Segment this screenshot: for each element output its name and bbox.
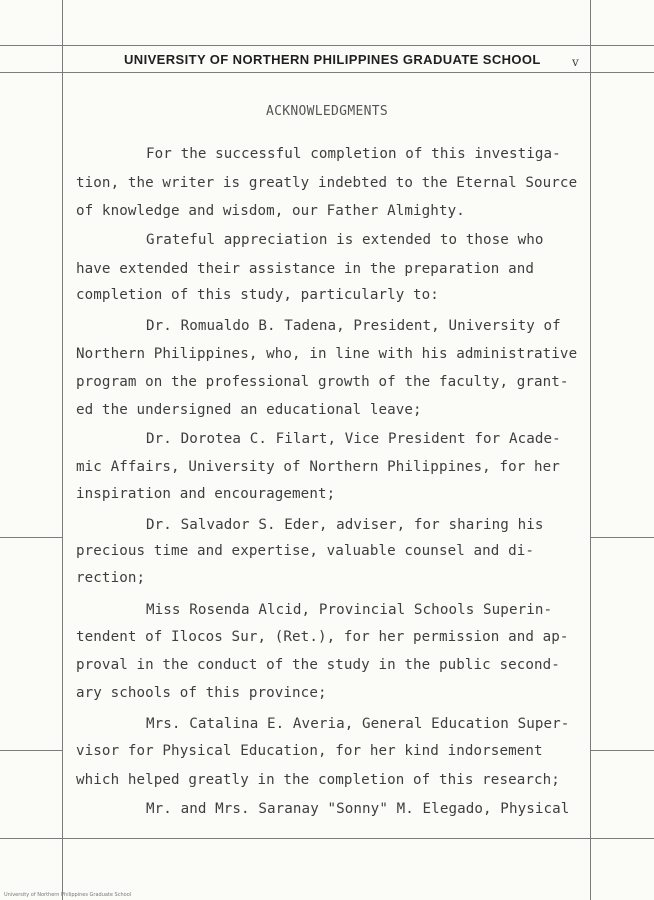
footer-scan-label: University of Northern Philippines Graduate School [4,892,132,898]
text-line: Mrs. Catalina E. Averia, General Education Super- [146,716,570,732]
right-margin-tick-2 [590,750,654,751]
text-line: Miss Rosenda Alcid, Provincial Schools Superin- [146,602,553,618]
right-margin-tick-1 [590,537,654,538]
text-line: Northern Philippines, who, in line with his administrative [76,346,578,362]
footer-rule [0,838,654,839]
text-line: have extended their assistance in the preparation and [76,261,535,277]
text-line: mic Affairs, University of Northern Philippines, for her [76,459,560,475]
text-line: Mr. and Mrs. Saranay "Sonny" M. Elegado, Physical [146,801,570,817]
text-line: which helped greatly in the completion of this research; [76,772,560,788]
text-line: Dr. Dorotea C. Filart, Vice President for Acade- [146,431,561,447]
text-line: tendent of Ilocos Sur, (Ret.), for her permission and ap- [76,629,569,645]
text-line: visor for Physical Education, for her kind indorsement [76,743,543,759]
left-border-line [62,0,63,900]
header-top-rule [0,45,654,46]
text-line: proval in the conduct of the study in the public second- [76,657,560,673]
text-line: rection; [76,570,146,586]
text-line: precious time and expertise, valuable counsel and di- [76,543,535,559]
page-heading: ACKNOWLEDGMENTS [266,104,388,119]
right-border-line [590,0,591,900]
text-line: Dr. Romualdo B. Tadena, President, University of [146,318,561,334]
header-title: UNIVERSITY OF NORTHERN PHILIPPINES GRADUATE SCHOOL [124,52,541,67]
text-line: Grateful appreciation is extended to those who [146,232,544,248]
left-margin-tick-2 [0,750,62,751]
text-line: Dr. Salvador S. Eder, adviser, for sharing his [146,517,544,533]
text-line: ary schools of this province; [76,685,327,701]
page-number: v [572,55,579,69]
text-line: completion of this study, particularly to: [76,287,439,303]
text-line: tion, the writer is greatly indebted to the Eternal Source [76,175,578,191]
text-line: program on the professional growth of the faculty, grant- [76,374,569,390]
left-margin-tick-1 [0,537,62,538]
text-line: ed the undersigned an educational leave; [76,402,422,418]
text-line: For the successful completion of this investiga- [146,146,561,162]
header-bottom-rule [0,72,654,73]
text-line: of knowledge and wisdom, our Father Almighty. [76,203,465,219]
text-line: inspiration and encouragement; [76,486,336,502]
